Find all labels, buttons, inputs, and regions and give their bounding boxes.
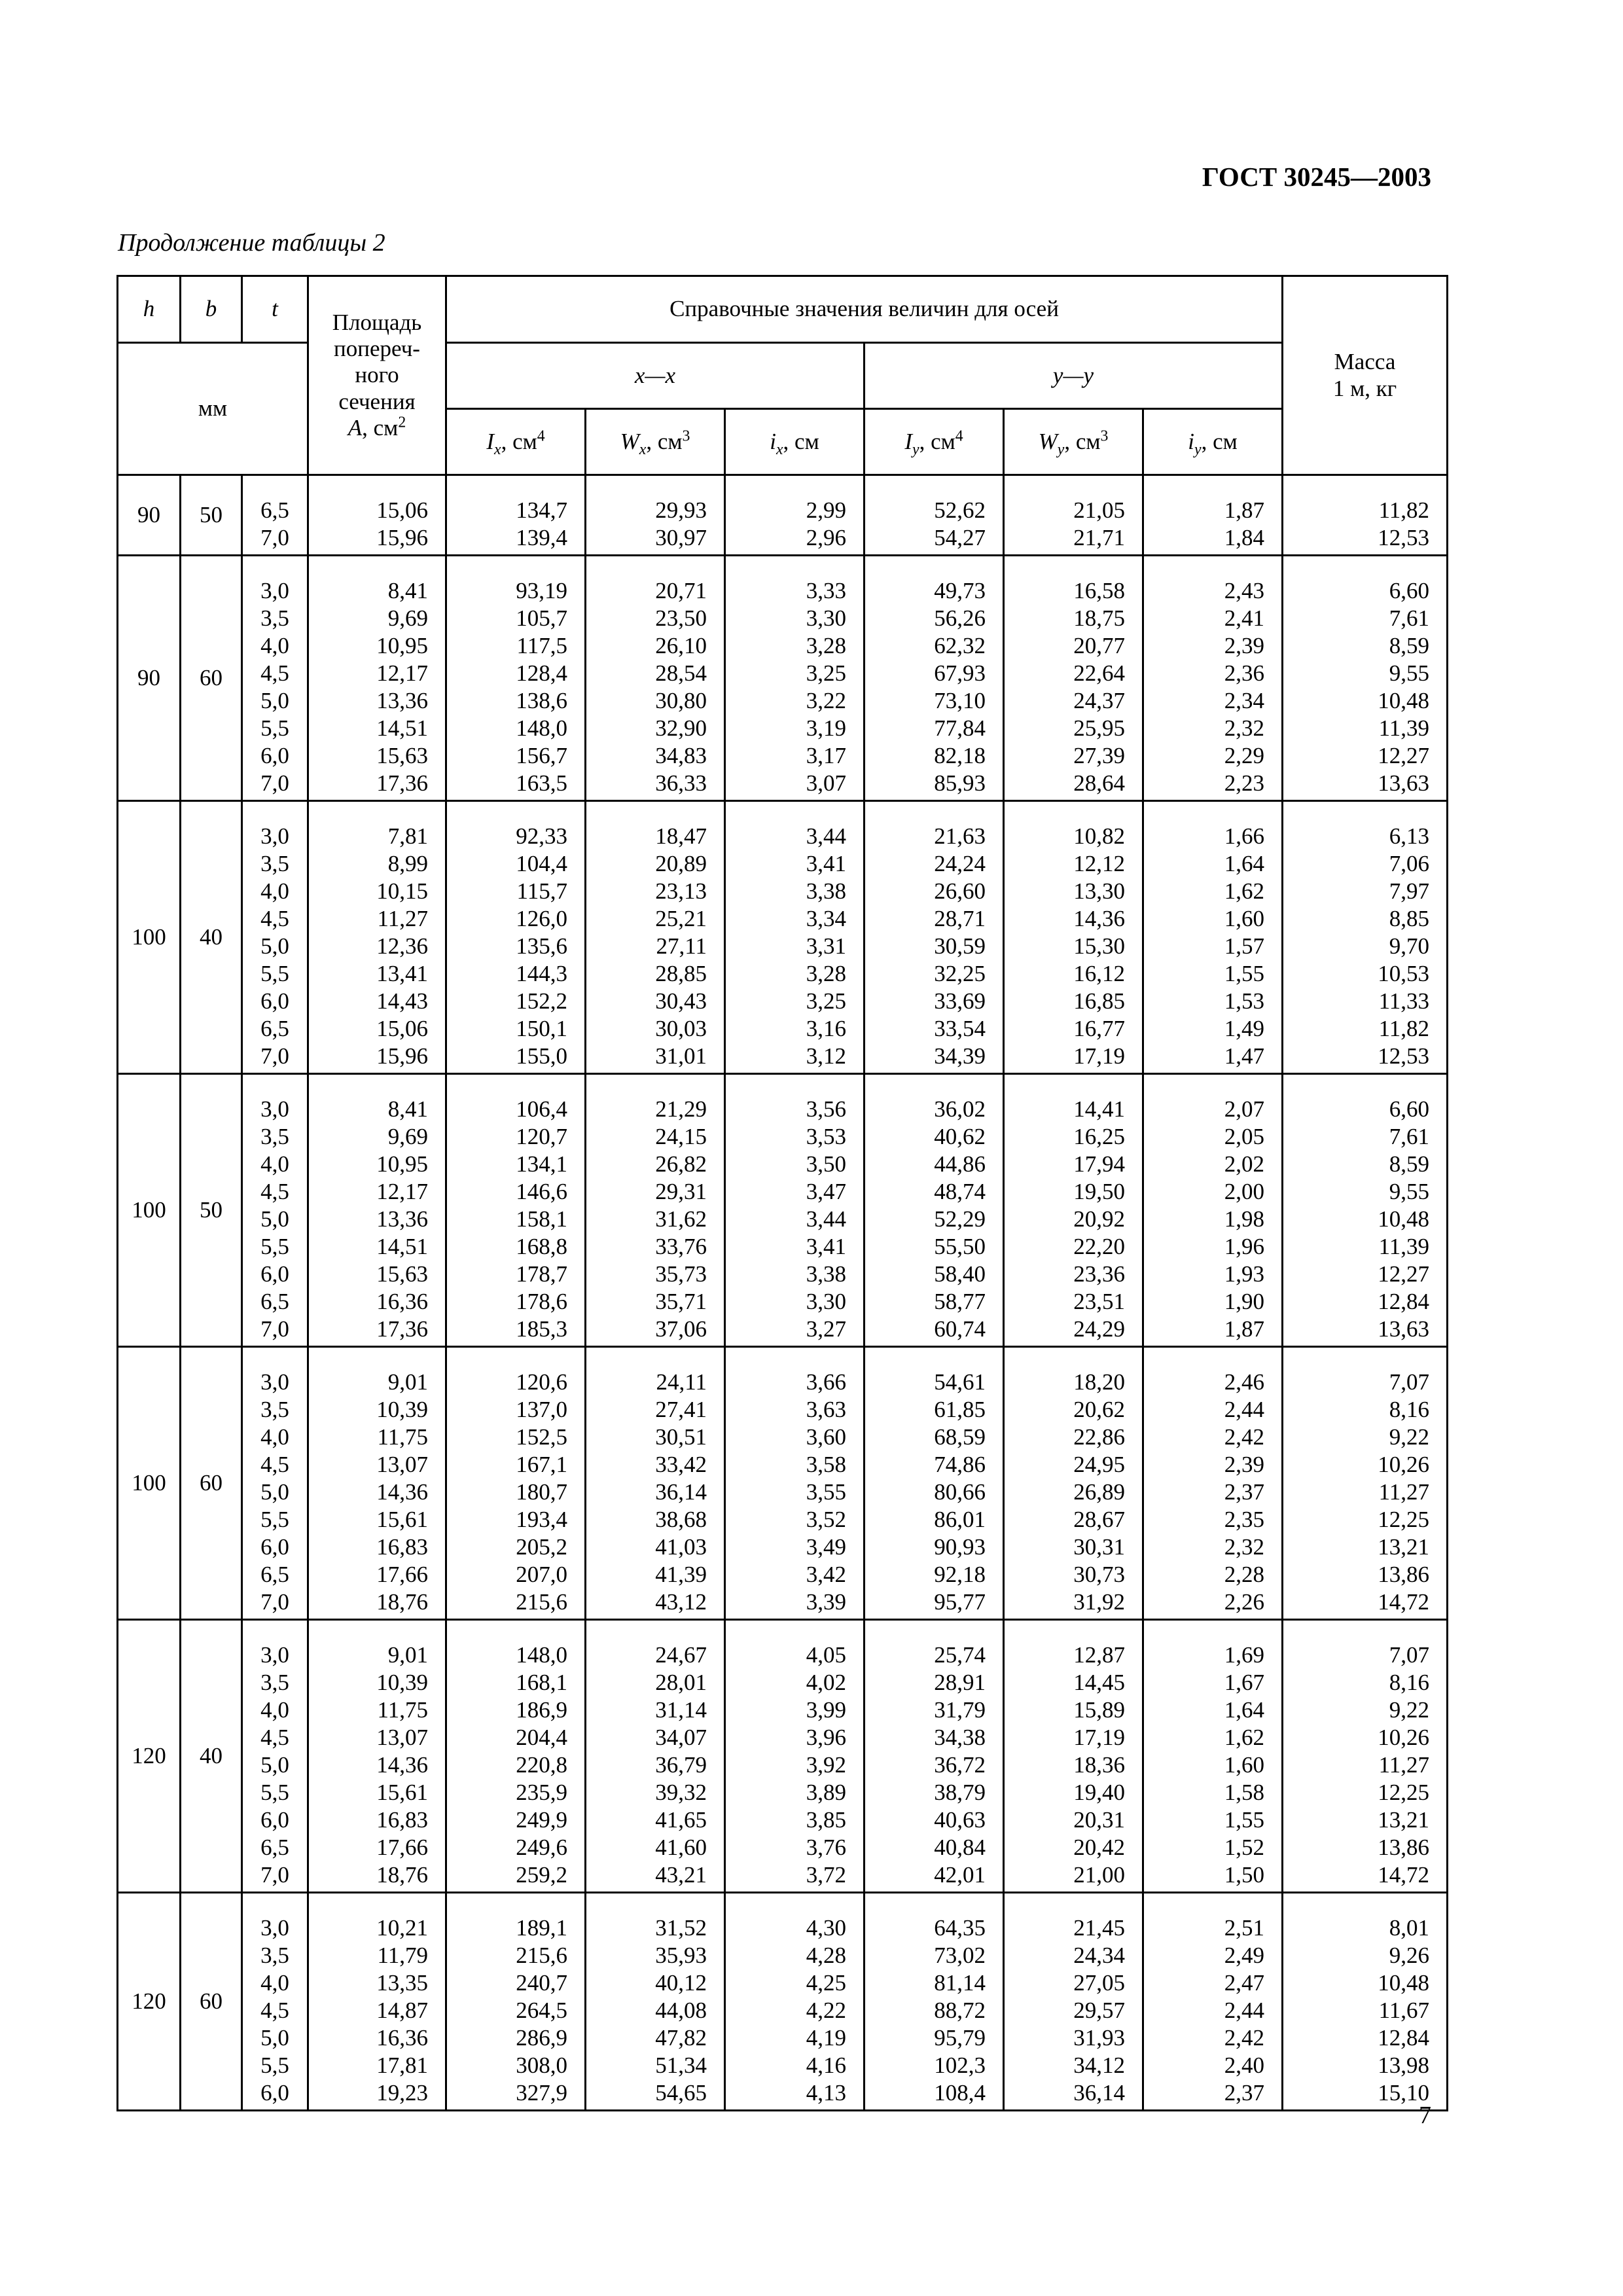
cell-ix: 2,99 2,96 bbox=[725, 475, 865, 556]
cell-wy: 18,20 20,62 22,86 24,95 26,89 28,67 30,31 30,73 31,92 bbox=[1004, 1347, 1143, 1620]
cell-ix: 3,56 3,53 3,50 3,47 3,44 3,41 3,38 3,30 3,27 bbox=[725, 1074, 865, 1347]
cell-wy: 16,58 18,75 20,77 22,64 24,37 25,95 27,39 28,64 bbox=[1004, 556, 1143, 801]
cell-t: 3,0 3,5 4,0 4,5 5,0 5,5 6,0 6,5 7,0 bbox=[242, 1347, 308, 1620]
cell-wx: 24,67 28,01 31,14 34,07 36,79 39,32 41,65 41,60 43,21 bbox=[586, 1620, 725, 1893]
table-row bbox=[118, 1620, 1448, 1893]
cell-mass: 6,60 7,61 8,59 9,55 10,48 11,39 12,27 13,63 bbox=[1283, 556, 1448, 801]
cell-ix: 4,30 4,28 4,25 4,22 4,19 4,16 4,13 bbox=[725, 1893, 865, 2111]
Ix-symbol: I bbox=[486, 428, 494, 454]
cell-t: 3,0 3,5 4,0 4,5 5,0 5,5 6,0 6,5 7,0 bbox=[242, 1074, 308, 1347]
cell-wx: 24,11 27,41 30,51 33,42 36,14 38,68 41,03 41,39 43,12 bbox=[586, 1347, 725, 1620]
area-header-line2: попереч- bbox=[334, 336, 420, 362]
cell-iy: 2,46 2,44 2,42 2,39 2,37 2,35 2,32 2,28 2,26 bbox=[1143, 1347, 1283, 1620]
cell-ix: 93,19 105,7 117,5 128,4 138,6 148,0 156,7 163,5 bbox=[446, 556, 586, 801]
cell-mass: 6,60 7,61 8,59 9,55 10,48 11,39 12,27 12,84 13,63 bbox=[1283, 1074, 1448, 1347]
cell-b: 50 bbox=[181, 475, 242, 556]
Iy-symbol: I bbox=[904, 428, 912, 454]
cell-iy: 54,61 61,85 68,59 74,86 80,66 86,01 90,93 92,18 95,77 bbox=[865, 1347, 1004, 1620]
profile-table bbox=[116, 275, 1448, 2111]
cell-iy: 52,62 54,27 bbox=[865, 475, 1004, 556]
cell-mass: 11,82 12,53 bbox=[1283, 475, 1448, 556]
Wy-power: 3 bbox=[1100, 427, 1109, 445]
cell-a: 8,41 9,69 10,95 12,17 13,36 14,51 15,63 16,36 17,36 bbox=[308, 1074, 446, 1347]
Ix-power: 4 bbox=[537, 427, 545, 445]
col-t-header: t bbox=[242, 276, 308, 343]
Ix-subscript: x bbox=[494, 440, 501, 458]
cell-ix: 189,1 215,6 240,7 264,5 286,9 308,0 327,9 bbox=[446, 1893, 586, 2111]
col-b-header: b bbox=[181, 276, 242, 343]
cell-ix: 3,66 3,63 3,60 3,58 3,55 3,52 3,49 3,42 3,39 bbox=[725, 1347, 865, 1620]
table-body bbox=[118, 475, 1448, 2111]
Wx-symbol: W bbox=[620, 428, 639, 454]
cell-iy: 1,69 1,67 1,64 1,62 1,60 1,58 1,55 1,52 1,50 bbox=[1143, 1620, 1283, 1893]
cell-a: 10,21 11,79 13,35 14,87 16,36 17,81 19,23 bbox=[308, 1893, 446, 2111]
mass-header-line2: 1 м, кг bbox=[1332, 375, 1397, 401]
area-unit: , см bbox=[362, 414, 399, 440]
cell-ix: 134,7 139,4 bbox=[446, 475, 586, 556]
cell-ix: 106,4 120,7 134,1 146,6 158,1 168,8 178,7 178,6 185,3 bbox=[446, 1074, 586, 1347]
cell-h: 120 bbox=[118, 1893, 181, 2111]
iy-subscript: y bbox=[1194, 440, 1202, 458]
col-Wx-header bbox=[586, 409, 725, 475]
page-number: 7 bbox=[1419, 2102, 1431, 2129]
cell-a: 7,81 8,99 10,15 11,27 12,36 13,41 14,43 15,06 15,96 bbox=[308, 801, 446, 1074]
col-iy-header bbox=[1143, 409, 1283, 475]
cell-t: 3,0 3,5 4,0 4,5 5,0 5,5 6,0 6,5 7,0 bbox=[242, 801, 308, 1074]
cell-iy: 49,73 56,26 62,32 67,93 73,10 77,84 82,18 85,93 bbox=[865, 556, 1004, 801]
Wx-power: 3 bbox=[682, 427, 690, 445]
cell-h: 90 bbox=[118, 556, 181, 801]
cell-mass: 7,07 8,16 9,22 10,26 11,27 12,25 13,21 13,86 14,72 bbox=[1283, 1620, 1448, 1893]
iy-symbol: i bbox=[1188, 428, 1194, 454]
cell-mass: 6,13 7,06 7,97 8,85 9,70 10,53 11,33 11,82 12,53 bbox=[1283, 801, 1448, 1074]
cell-t: 3,0 3,5 4,0 4,5 5,0 5,5 6,0 bbox=[242, 1893, 308, 2111]
ref-values-header: Справочные значения величин для осей bbox=[446, 276, 1283, 343]
cell-ix: 3,33 3,30 3,28 3,25 3,22 3,19 3,17 3,07 bbox=[725, 556, 865, 801]
cell-wy: 12,87 14,45 15,89 17,19 18,36 19,40 20,31 20,42 21,00 bbox=[1004, 1620, 1143, 1893]
document-code: ГОСТ 30245—2003 bbox=[1202, 162, 1431, 192]
cell-ix: 148,0 168,1 186,9 204,4 220,8 235,9 249,9 249,6 259,2 bbox=[446, 1620, 586, 1893]
axis-yy-header: y—y bbox=[865, 343, 1283, 409]
ix-subscript: x bbox=[776, 440, 783, 458]
cell-ix: 3,44 3,41 3,38 3,34 3,31 3,28 3,25 3,16 3,12 bbox=[725, 801, 865, 1074]
cell-a: 15,06 15,96 bbox=[308, 475, 446, 556]
col-mass-header bbox=[1283, 276, 1448, 475]
Wx-subscript: x bbox=[639, 440, 647, 458]
area-symbol: A bbox=[348, 414, 363, 440]
col-Wy-header bbox=[1004, 409, 1143, 475]
cell-wy: 14,41 16,25 17,94 19,50 20,92 22,20 23,36 23,51 24,29 bbox=[1004, 1074, 1143, 1347]
cell-h: 100 bbox=[118, 801, 181, 1074]
cell-b: 40 bbox=[181, 801, 242, 1074]
area-header-line3: ного bbox=[355, 362, 399, 388]
cell-h: 90 bbox=[118, 475, 181, 556]
table-row bbox=[118, 801, 1448, 1074]
col-Ix-header bbox=[446, 409, 586, 475]
cell-t: 3,0 3,5 4,0 4,5 5,0 5,5 6,0 7,0 bbox=[242, 556, 308, 801]
area-header-line1: Площадь bbox=[332, 309, 422, 335]
cell-mass: 8,01 9,26 10,48 11,67 12,84 13,98 15,10 bbox=[1283, 1893, 1448, 2111]
mass-header-line1: Масса bbox=[1334, 349, 1396, 375]
Wy-unit: , см bbox=[1064, 428, 1101, 454]
Iy-subscript: y bbox=[912, 440, 919, 458]
cell-wx: 18,47 20,89 23,13 25,21 27,11 28,85 30,43 30,03 31,01 bbox=[586, 801, 725, 1074]
area-unit-power: 2 bbox=[398, 414, 406, 431]
cell-iy: 64,35 73,02 81,14 88,72 95,79 102,3 108,4 bbox=[865, 1893, 1004, 2111]
table-row bbox=[118, 475, 1448, 556]
cell-iy: 1,87 1,84 bbox=[1143, 475, 1283, 556]
col-h-header: h bbox=[118, 276, 181, 343]
cell-b: 40 bbox=[181, 1620, 242, 1893]
cell-wx: 31,52 35,93 40,12 44,08 47,82 51,34 54,65 bbox=[586, 1893, 725, 2111]
cell-b: 60 bbox=[181, 556, 242, 801]
col-area-header bbox=[308, 276, 446, 475]
cell-iy: 2,51 2,49 2,47 2,44 2,42 2,40 2,37 bbox=[1143, 1893, 1283, 2111]
cell-iy: 2,43 2,41 2,39 2,36 2,34 2,32 2,29 2,23 bbox=[1143, 556, 1283, 801]
cell-wy: 21,45 24,34 27,05 29,57 31,93 34,12 36,14 bbox=[1004, 1893, 1143, 2111]
cell-t: 6,5 7,0 bbox=[242, 475, 308, 556]
Wx-unit: , см bbox=[646, 428, 683, 454]
cell-h: 100 bbox=[118, 1347, 181, 1620]
table-caption: Продолжение таблицы 2 bbox=[118, 229, 385, 257]
cell-b: 60 bbox=[181, 1347, 242, 1620]
cell-t: 3,0 3,5 4,0 4,5 5,0 5,5 6,0 6,5 7,0 bbox=[242, 1620, 308, 1893]
cell-ix: 4,05 4,02 3,99 3,96 3,92 3,89 3,85 3,76 3,72 bbox=[725, 1620, 865, 1893]
cell-wy: 21,05 21,71 bbox=[1004, 475, 1143, 556]
cell-wx: 29,93 30,97 bbox=[586, 475, 725, 556]
cell-iy: 2,07 2,05 2,02 2,00 1,98 1,96 1,93 1,90 1,87 bbox=[1143, 1074, 1283, 1347]
col-Iy-header bbox=[865, 409, 1004, 475]
Iy-power: 4 bbox=[955, 427, 963, 445]
table-header bbox=[118, 276, 1448, 475]
area-header-line4: сечения bbox=[338, 388, 416, 414]
cell-b: 50 bbox=[181, 1074, 242, 1347]
cell-wx: 21,29 24,15 26,82 29,31 31,62 33,76 35,73 35,71 37,06 bbox=[586, 1074, 725, 1347]
cell-ix: 92,33 104,4 115,7 126,0 135,6 144,3 152,2 150,1 155,0 bbox=[446, 801, 586, 1074]
iy-unit: , см bbox=[1201, 428, 1238, 454]
table-row bbox=[118, 1347, 1448, 1620]
cell-h: 100 bbox=[118, 1074, 181, 1347]
cell-iy: 21,63 24,24 26,60 28,71 30,59 32,25 33,69 33,54 34,39 bbox=[865, 801, 1004, 1074]
cell-mass: 7,07 8,16 9,22 10,26 11,27 12,25 13,21 13,86 14,72 bbox=[1283, 1347, 1448, 1620]
table-row bbox=[118, 1893, 1448, 2111]
cell-ix: 120,6 137,0 152,5 167,1 180,7 193,4 205,2 207,0 215,6 bbox=[446, 1347, 586, 1620]
cell-h: 120 bbox=[118, 1620, 181, 1893]
cell-iy: 25,74 28,91 31,79 34,38 36,72 38,79 40,63 40,84 42,01 bbox=[865, 1620, 1004, 1893]
cell-wy: 10,82 12,12 13,30 14,36 15,30 16,12 16,85 16,77 17,19 bbox=[1004, 801, 1143, 1074]
cell-a: 9,01 10,39 11,75 13,07 14,36 15,61 16,83 17,66 18,76 bbox=[308, 1347, 446, 1620]
Wy-subscript: y bbox=[1057, 440, 1065, 458]
cell-iy: 1,66 1,64 1,62 1,60 1,57 1,55 1,53 1,49 1,47 bbox=[1143, 801, 1283, 1074]
table-row bbox=[118, 556, 1448, 801]
Iy-unit: , см bbox=[919, 428, 955, 454]
cell-a: 9,01 10,39 11,75 13,07 14,36 15,61 16,83 17,66 18,76 bbox=[308, 1620, 446, 1893]
Ix-unit: , см bbox=[501, 428, 537, 454]
mm-unit-header: мм bbox=[118, 343, 308, 475]
axis-xx-header: x—x bbox=[446, 343, 865, 409]
table-row bbox=[118, 1074, 1448, 1347]
ix-symbol: i bbox=[770, 428, 776, 454]
Wy-symbol: W bbox=[1038, 428, 1058, 454]
ix-unit: , см bbox=[783, 428, 819, 454]
cell-iy: 36,02 40,62 44,86 48,74 52,29 55,50 58,40 58,77 60,74 bbox=[865, 1074, 1004, 1347]
cell-a: 8,41 9,69 10,95 12,17 13,36 14,51 15,63 17,36 bbox=[308, 556, 446, 801]
cell-b: 60 bbox=[181, 1893, 242, 2111]
cell-wx: 20,71 23,50 26,10 28,54 30,80 32,90 34,83 36,33 bbox=[586, 556, 725, 801]
col-ix-header bbox=[725, 409, 865, 475]
